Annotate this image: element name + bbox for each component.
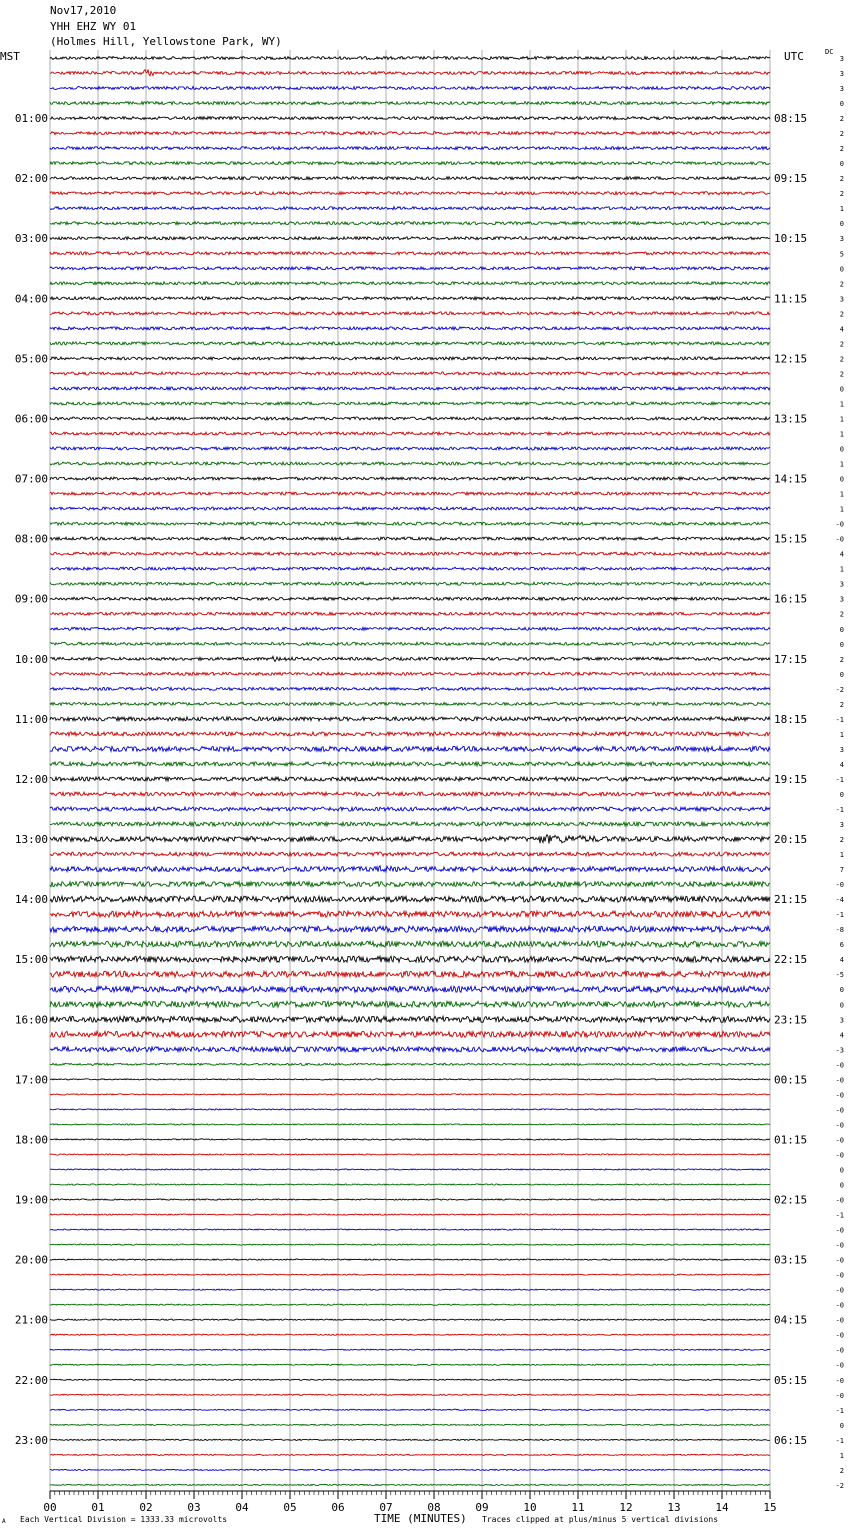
dc-offset-label: -0 [835, 1256, 844, 1265]
trace-row-35 [50, 582, 770, 585]
hour-label-left: 08:00 [14, 532, 48, 546]
hour-label-right: 15:15 [774, 532, 808, 546]
dc-offset-label: -0 [835, 1196, 844, 1205]
hour-label-left: 09:00 [14, 592, 48, 606]
trace-row-40 [50, 656, 770, 661]
dc-offset-label: -0 [835, 1376, 844, 1385]
dc-offset-label: 3 [839, 85, 844, 94]
dc-offset-label: 3 [839, 55, 844, 63]
trace-row-1 [50, 69, 770, 75]
hour-label-left: 11:00 [14, 712, 48, 726]
dc-offset-label: -4 [835, 896, 844, 905]
dc-offset-label: 3 [839, 821, 844, 830]
hour-label-right: 13:15 [774, 412, 808, 426]
dc-offset-label: 0 [839, 670, 844, 679]
trace-row-92 [50, 1439, 770, 1440]
dc-offset-label: 1 [839, 505, 844, 514]
dc-offset-label: 2 [839, 340, 844, 349]
dc-offset-label: 0 [839, 100, 844, 109]
hour-label-left: 13:00 [14, 833, 48, 847]
trace-row-17 [50, 312, 770, 315]
x-tick-label: 10 [523, 1501, 537, 1514]
x-tick-label: 13 [667, 1501, 681, 1514]
hour-label-left: 10:00 [14, 652, 48, 666]
hour-label-right: 04:15 [774, 1313, 808, 1327]
dc-offset-label: -1 [835, 715, 844, 724]
trace-row-2 [50, 87, 770, 90]
hour-label-left: 15:00 [14, 953, 48, 967]
trace-row-33 [50, 552, 770, 555]
dc-offset-label: 1 [839, 730, 844, 739]
left-timezone-label: MST [0, 50, 20, 63]
hour-label-right: 12:15 [774, 352, 808, 366]
x-tick-label: 15 [763, 1501, 777, 1514]
trace-row-8 [50, 177, 770, 180]
trace-row-14 [50, 267, 770, 270]
hour-label-right: 09:15 [774, 172, 808, 186]
trace-row-42 [50, 687, 770, 690]
hour-label-right: 11:15 [774, 292, 808, 306]
x-tick-label: 04 [235, 1501, 249, 1514]
hour-label-right: 21:15 [774, 893, 808, 907]
dc-offset-label: 2 [839, 836, 844, 845]
hour-label-right: 10:15 [774, 232, 808, 246]
hour-label-right: 06:15 [774, 1433, 808, 1447]
x-tick-label: 08 [427, 1501, 441, 1514]
trace-row-38 [50, 627, 770, 630]
hour-label-right: 14:15 [774, 472, 808, 486]
hour-label-left: 20:00 [14, 1253, 48, 1267]
dc-offset-label: 4 [839, 325, 844, 334]
dc-offset-label: -0 [835, 1391, 844, 1400]
dc-offset-label: 2 [839, 700, 844, 709]
dc-offset-label: 1 [839, 415, 844, 424]
dc-offset-label: -0 [835, 1106, 844, 1115]
dc-offset-label: -0 [835, 1331, 844, 1340]
trace-row-81 [50, 1274, 770, 1275]
corner-mark: A [2, 1518, 6, 1525]
trace-row-91 [50, 1424, 770, 1425]
hour-label-right: 19:15 [774, 772, 808, 786]
trace-row-95 [50, 1484, 770, 1485]
dc-offset-label: 2 [839, 175, 844, 184]
trace-row-68 [50, 1079, 770, 1080]
dc-offset-label: -2 [835, 1481, 844, 1490]
x-tick-label: 03 [187, 1501, 201, 1514]
hour-label-left: 03:00 [14, 232, 48, 246]
right-timezone-label: UTC [784, 50, 804, 63]
station-label: YHH EHZ WY 01 [50, 20, 137, 33]
trace-row-73 [50, 1154, 770, 1155]
hour-label-left: 06:00 [14, 412, 48, 426]
dc-offset-label: -0 [835, 1241, 844, 1250]
trace-row-51 [50, 822, 770, 826]
trace-row-57 [50, 911, 770, 917]
trace-row-10 [50, 207, 770, 210]
trace-row-84 [50, 1319, 770, 1320]
trace-row-19 [50, 342, 770, 345]
trace-row-64 [50, 1016, 770, 1022]
hour-label-left: 04:00 [14, 292, 48, 306]
trace-row-89 [50, 1394, 770, 1395]
dc-offset-label: 1 [839, 490, 844, 499]
trace-row-21 [50, 372, 770, 375]
dc-offset-label: 4 [839, 956, 844, 965]
dc-offset-label: 3 [839, 70, 844, 79]
x-tick-label: 05 [283, 1501, 297, 1514]
hour-label-left: 21:00 [14, 1313, 48, 1327]
dc-offset-label: 4 [839, 760, 844, 769]
trace-row-3 [50, 102, 770, 105]
time-axis [43, 1491, 776, 1514]
trace-row-23 [50, 402, 770, 405]
dc-offset-label: -0 [835, 1361, 844, 1370]
x-axis-title: TIME (MINUTES) [374, 1512, 467, 1525]
dc-offset-label: 2 [839, 280, 844, 289]
dc-offset-label: 3 [839, 745, 844, 754]
dc-offset-label: -0 [835, 1061, 844, 1070]
trace-row-85 [50, 1334, 770, 1335]
hour-label-left: 14:00 [14, 893, 48, 907]
dc-offset-label: 0 [839, 220, 844, 229]
trace-row-69 [50, 1094, 770, 1095]
trace-row-20 [50, 357, 770, 360]
dc-offset-label: -0 [835, 535, 844, 544]
dc-offset-label: -1 [835, 775, 844, 784]
trace-row-45 [50, 732, 770, 736]
trace-row-59 [50, 941, 770, 947]
hour-label-left: 23:00 [14, 1433, 48, 1447]
dc-offset-label: -5 [835, 971, 844, 980]
hour-label-right: 18:15 [774, 712, 808, 726]
trace-row-88 [50, 1379, 770, 1380]
x-tick-label: 01 [91, 1501, 105, 1514]
hour-label-right: 08:15 [774, 112, 808, 126]
trace-row-5 [50, 132, 770, 135]
dc-offset-label: 5 [839, 250, 844, 259]
trace-row-74 [50, 1169, 770, 1170]
hour-label-left: 12:00 [14, 772, 48, 786]
dc-offset-label: -0 [835, 881, 844, 890]
dc-offset-label: 1 [839, 430, 844, 439]
trace-row-72 [50, 1139, 770, 1140]
trace-row-71 [50, 1124, 770, 1125]
trace-row-52 [50, 835, 770, 844]
trace-row-90 [50, 1409, 770, 1410]
dc-offset-label: 3 [839, 295, 844, 304]
dc-offset-label: 7 [839, 866, 844, 875]
x-tick-label: 14 [715, 1501, 729, 1514]
trace-row-47 [50, 762, 770, 766]
dc-offset-label: 1 [839, 460, 844, 469]
hour-label-right: 23:15 [774, 1013, 808, 1027]
trace-row-37 [50, 612, 770, 615]
trace-row-53 [50, 852, 770, 856]
trace-row-31 [50, 522, 770, 525]
trace-row-18 [50, 327, 770, 330]
dc-offset-label: -0 [835, 1121, 844, 1130]
hour-label-left: 07:00 [14, 472, 48, 486]
dc-offset-label: -0 [835, 1076, 844, 1085]
hour-label-left: 01:00 [14, 112, 48, 126]
dc-offset-label: 2 [839, 655, 844, 664]
dc-offset-label: 1 [839, 400, 844, 409]
trace-row-62 [50, 986, 770, 992]
dc-offset-label: -0 [835, 1316, 844, 1325]
dc-offset-label: 1 [839, 1451, 844, 1460]
dc-offset-label: -3 [835, 1046, 844, 1055]
dc-offset-label: -1 [835, 1211, 844, 1220]
x-tick-label: 00 [43, 1501, 57, 1514]
dc-offset-label: -1 [835, 1436, 844, 1445]
trace-row-49 [50, 792, 770, 796]
trace-row-7 [50, 162, 770, 165]
trace-row-86 [50, 1349, 770, 1350]
x-tick-label: 02 [139, 1501, 153, 1514]
trace-row-30 [50, 507, 770, 510]
dc-offset-label: 0 [839, 475, 844, 484]
dc-offset-label: 2 [839, 130, 844, 139]
dc-offset-label: 0 [839, 160, 844, 169]
hour-label-left: 05:00 [14, 352, 48, 366]
dc-offset-label: 2 [839, 190, 844, 199]
hour-label-right: 01:15 [774, 1133, 808, 1147]
hour-label-right: 05:15 [774, 1373, 808, 1387]
dc-offset-label: 0 [839, 986, 844, 995]
trace-row-60 [50, 956, 770, 962]
dc-offset-label: -8 [835, 926, 844, 935]
x-tick-label: 09 [475, 1501, 489, 1514]
trace-row-43 [50, 702, 770, 705]
trace-row-32 [50, 537, 770, 540]
dc-offset-label: -0 [835, 1091, 844, 1100]
trace-row-82 [50, 1289, 770, 1290]
trace-row-61 [50, 971, 770, 977]
dc-offset-label: 0 [839, 445, 844, 454]
trace-row-63 [50, 1001, 770, 1007]
dc-offset-label: 0 [839, 625, 844, 634]
dc-offset-label: 2 [839, 115, 844, 124]
trace-row-36 [50, 597, 770, 600]
trace-row-25 [50, 432, 770, 435]
trace-row-55 [50, 882, 770, 887]
x-tick-label: 07 [379, 1501, 393, 1514]
trace-row-28 [50, 477, 770, 480]
trace-row-22 [50, 387, 770, 390]
hour-label-left: 02:00 [14, 172, 48, 186]
trace-row-50 [50, 807, 770, 811]
trace-row-9 [50, 192, 770, 195]
trace-row-46 [50, 746, 770, 751]
trace-row-58 [50, 926, 770, 932]
trace-row-13 [50, 252, 770, 255]
trace-row-80 [50, 1259, 770, 1260]
dc-offset-label: 2 [839, 610, 844, 619]
hour-label-right: 00:15 [774, 1073, 808, 1087]
dc-offset-label: -0 [835, 1286, 844, 1295]
dc-offset-label: -1 [835, 806, 844, 814]
trace-row-24 [50, 417, 770, 420]
dc-offset-label: 1 [839, 205, 844, 214]
dc-offset-label: 3 [839, 580, 844, 589]
trace-row-66 [50, 1047, 770, 1052]
dc-offset-label: 0 [839, 1421, 844, 1430]
dc-offset-label: -1 [835, 1406, 844, 1415]
dc-offset-label: 0 [839, 1181, 844, 1190]
dc-offset-label: -0 [835, 1136, 844, 1145]
trace-row-16 [50, 297, 770, 300]
trace-row-0 [50, 57, 770, 60]
dc-offset-label: 2 [839, 145, 844, 154]
dc-offset-label: 3 [839, 595, 844, 604]
trace-row-54 [50, 866, 770, 872]
hour-label-right: 03:15 [774, 1253, 808, 1267]
hour-label-right: 20:15 [774, 833, 808, 847]
hour-label-right: 02:15 [774, 1193, 808, 1207]
trace-row-93 [50, 1454, 770, 1455]
dc-offset-label: 2 [839, 1466, 844, 1475]
trace-row-65 [50, 1031, 770, 1037]
trace-row-56 [50, 896, 770, 902]
hour-label-right: 17:15 [774, 652, 808, 666]
hour-label-left: 19:00 [14, 1193, 48, 1207]
dc-offset-label: -2 [835, 685, 844, 694]
dc-offset-label: -0 [835, 1271, 844, 1280]
dc-offset-label: 0 [839, 265, 844, 274]
dc-offset-label: 4 [839, 1031, 844, 1040]
hour-label-right: 16:15 [774, 592, 808, 606]
dc-offset-label: 0 [839, 1001, 844, 1010]
trace-row-83 [50, 1304, 770, 1305]
dc-offset-label: 3 [839, 235, 844, 244]
dc-offset-label: 4 [839, 550, 844, 559]
trace-row-75 [50, 1184, 770, 1185]
dc-offset-label: -0 [835, 1346, 844, 1355]
hour-label-right: 22:15 [774, 953, 808, 967]
trace-row-78 [50, 1229, 770, 1230]
location-label: (Holmes Hill, Yellowstone Park, WY) [50, 35, 282, 48]
trace-row-48 [50, 777, 770, 781]
trace-layer [50, 57, 770, 1486]
dc-offset-label: 2 [839, 370, 844, 379]
hour-label-left: 16:00 [14, 1013, 48, 1027]
dc-offset-label: 2 [839, 310, 844, 319]
dc-offset-label: 1 [839, 851, 844, 860]
x-tick-label: 06 [331, 1501, 345, 1514]
dc-offset-label: -0 [835, 1151, 844, 1160]
dc-offset-label: 0 [839, 385, 844, 394]
trace-row-15 [50, 282, 770, 285]
dc-offset-label: -1 [835, 911, 844, 920]
scale-note: Each Vertical Division = 1333.33 microvolts [20, 1515, 228, 1524]
trace-row-29 [50, 492, 770, 495]
trace-row-70 [50, 1109, 770, 1110]
x-tick-label: 12 [619, 1501, 633, 1514]
trace-row-67 [50, 1063, 770, 1065]
dc-offset-label: 1 [839, 565, 844, 574]
trace-row-34 [50, 567, 770, 570]
hour-label-left: 18:00 [14, 1133, 48, 1147]
dc-offset-label: -0 [835, 1226, 844, 1235]
dc-offset-label: 2 [839, 355, 844, 364]
trace-row-44 [50, 717, 770, 721]
trace-row-41 [50, 672, 770, 675]
trace-row-76 [50, 1199, 770, 1200]
dc-offset-label: -0 [835, 520, 844, 529]
trace-row-39 [50, 642, 770, 645]
trace-row-77 [50, 1214, 770, 1215]
hour-label-left: 22:00 [14, 1373, 48, 1387]
trace-row-94 [50, 1469, 770, 1470]
dc-offset-label: 6 [839, 941, 844, 950]
trace-row-4 [50, 117, 770, 120]
trace-row-27 [50, 462, 770, 465]
trace-row-12 [50, 237, 770, 240]
dc-offset-label: 0 [839, 640, 844, 649]
hour-label-left: 17:00 [14, 1073, 48, 1087]
trace-row-6 [50, 147, 770, 150]
dc-offset-label: -0 [835, 1301, 844, 1310]
dc-label: DC [825, 48, 834, 56]
x-tick-label: 11 [571, 1501, 585, 1514]
trace-row-11 [50, 222, 770, 225]
trace-row-87 [50, 1364, 770, 1365]
date-label: Nov17,2010 [50, 4, 117, 17]
dc-offset-label: 0 [839, 1166, 844, 1175]
clip-note: Traces clipped at plus/minus 5 vertical divisions [482, 1515, 719, 1524]
trace-row-79 [50, 1244, 770, 1245]
dc-offset-label: 0 [839, 790, 844, 799]
dc-offset-label: 3 [839, 1016, 844, 1025]
trace-row-26 [50, 447, 770, 450]
